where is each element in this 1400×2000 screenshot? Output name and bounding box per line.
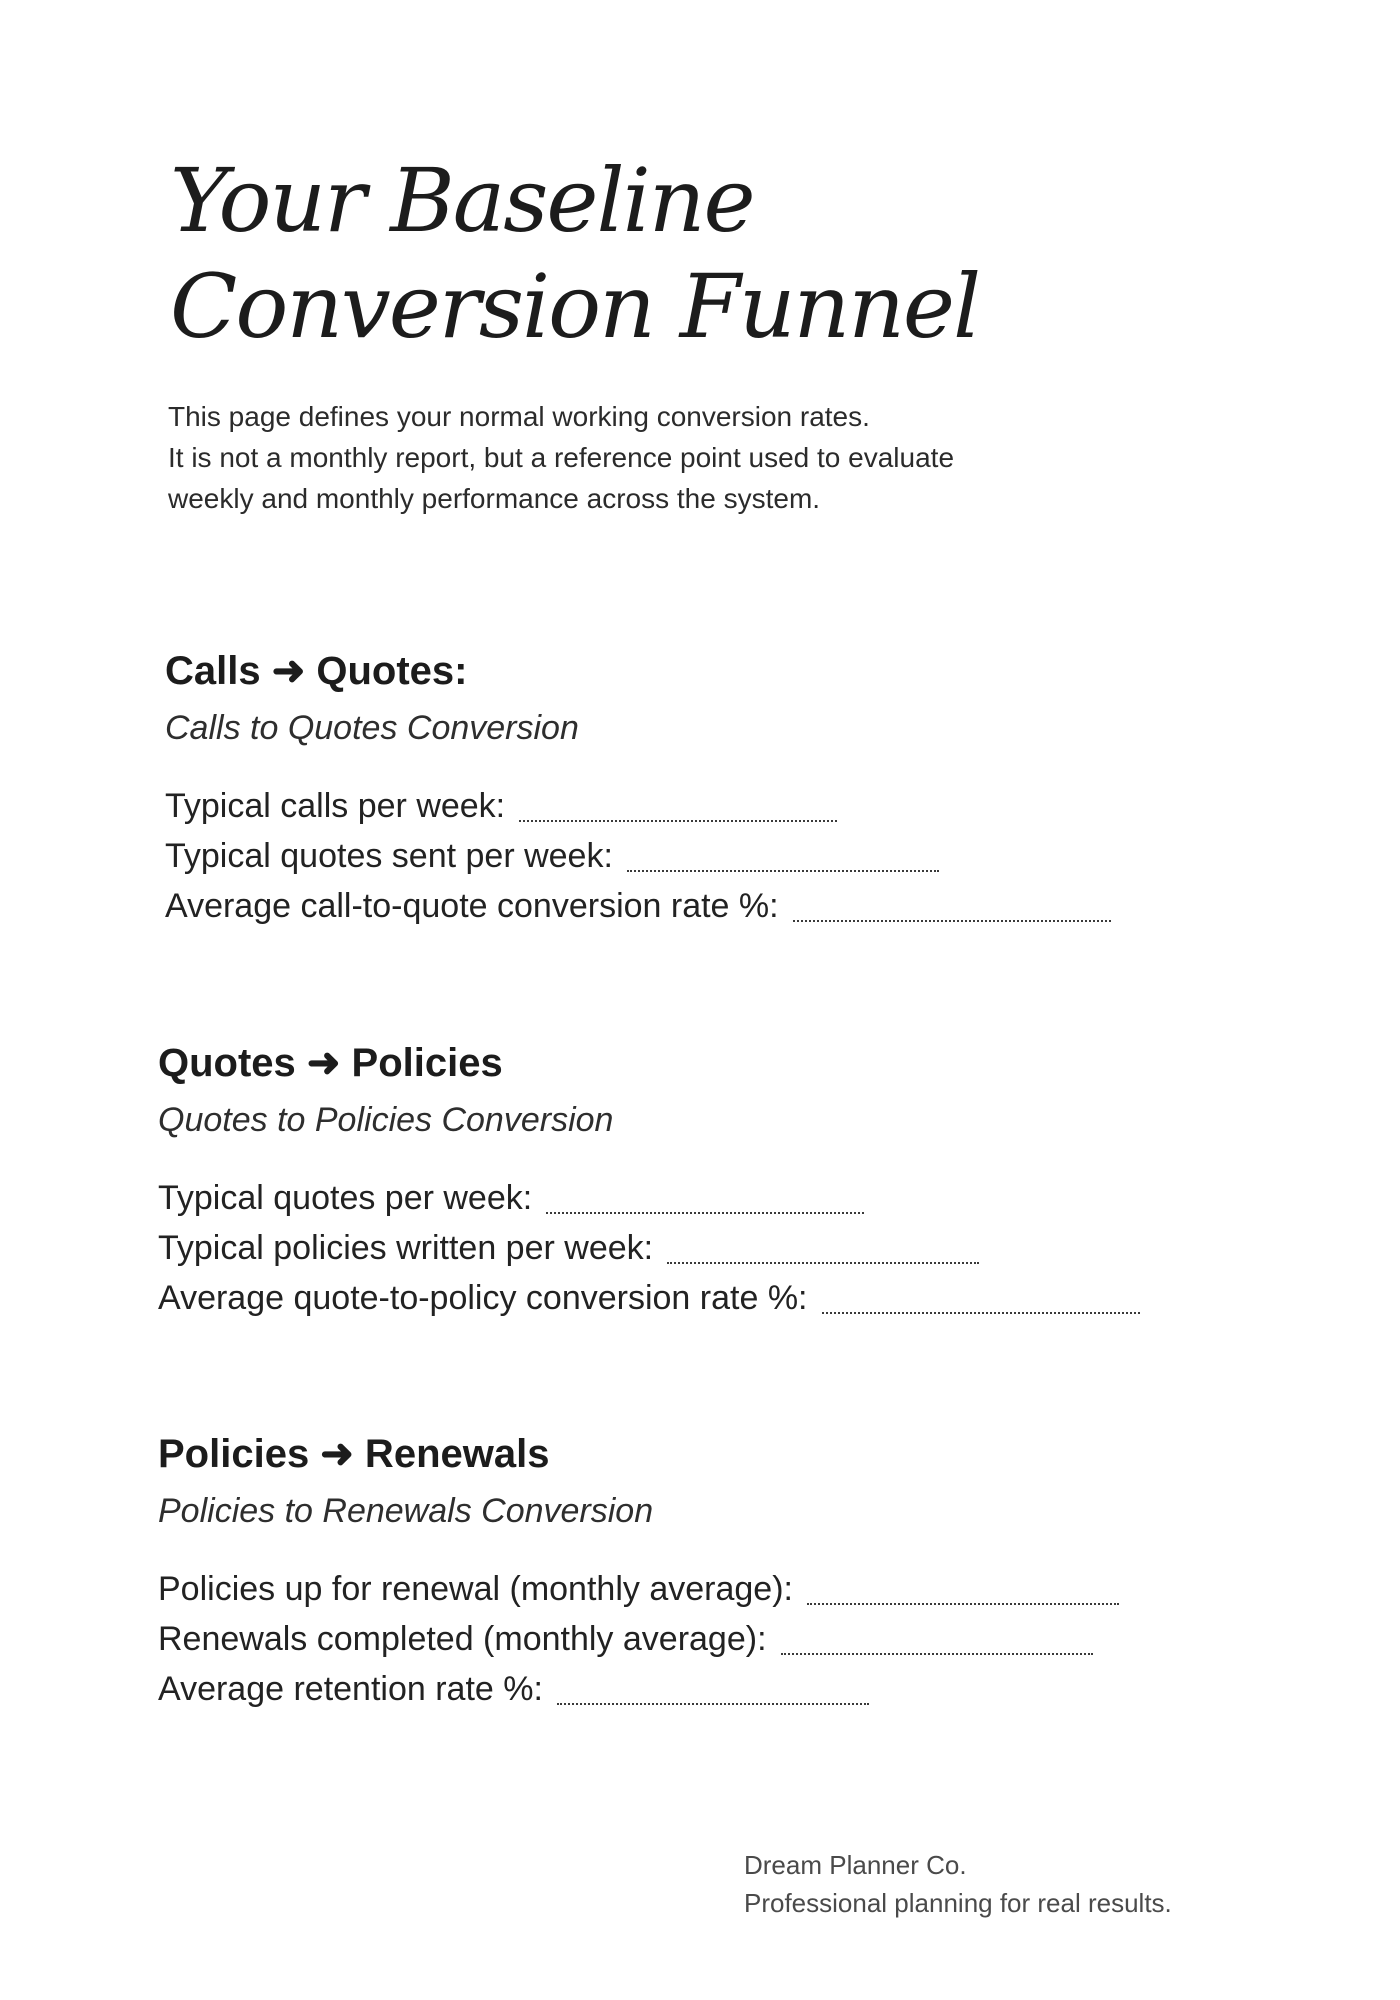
fill-in-line[interactable] bbox=[781, 1653, 1093, 1655]
fill-in-line[interactable] bbox=[807, 1603, 1119, 1605]
fill-in-line[interactable] bbox=[557, 1703, 869, 1705]
fill-in-line[interactable] bbox=[627, 870, 939, 872]
field-label: Average quote-to-policy conversion rate %: bbox=[158, 1279, 808, 1317]
title-line-2: Conversion Funnel bbox=[170, 255, 980, 358]
section-quotes-to-policies bbox=[158, 1037, 1258, 1323]
field-list bbox=[158, 1564, 1258, 1714]
title-line-1: Your Baseline bbox=[170, 149, 754, 252]
field-renewals-completed bbox=[158, 1614, 1258, 1664]
fill-in-line[interactable] bbox=[793, 920, 1111, 922]
fill-in-line[interactable] bbox=[546, 1212, 864, 1214]
intro-line-2: It is not a monthly report, but a reference point used to evaluate bbox=[168, 442, 955, 473]
footer-company: Dream Planner Co. bbox=[744, 1850, 967, 1880]
section-subtitle: Quotes to Policies Conversion bbox=[158, 1101, 614, 1139]
intro-paragraph bbox=[168, 396, 1168, 519]
field-list bbox=[165, 781, 1265, 931]
field-list bbox=[158, 1173, 1258, 1323]
intro-line-3: weekly and monthly performance across the system. bbox=[168, 483, 821, 514]
field-typical-quotes-per-week bbox=[158, 1173, 1258, 1223]
fill-in-line[interactable] bbox=[822, 1312, 1140, 1314]
fill-in-line[interactable] bbox=[519, 820, 837, 822]
field-label: Renewals completed (monthly average): bbox=[158, 1620, 767, 1658]
field-label: Average call-to-quote conversion rate %: bbox=[165, 887, 779, 925]
field-quote-to-policy-rate bbox=[158, 1273, 1258, 1323]
section-subtitle: Policies to Renewals Conversion bbox=[158, 1492, 654, 1530]
field-average-retention-rate bbox=[158, 1664, 1258, 1714]
section-calls-to-quotes bbox=[165, 645, 1265, 931]
field-label: Policies up for renewal (monthly average): bbox=[158, 1570, 793, 1608]
field-typical-policies-written-per-week bbox=[158, 1223, 1258, 1273]
intro-line-1: This page defines your normal working conversion rates. bbox=[168, 401, 870, 432]
section-subtitle: Calls to Quotes Conversion bbox=[165, 709, 579, 747]
field-label: Typical quotes sent per week: bbox=[165, 837, 613, 875]
field-typical-quotes-sent-per-week bbox=[165, 831, 1265, 881]
fill-in-line[interactable] bbox=[667, 1262, 979, 1264]
field-label: Average retention rate %: bbox=[158, 1670, 543, 1708]
field-call-to-quote-rate bbox=[165, 881, 1265, 931]
field-typical-calls-per-week bbox=[165, 781, 1265, 831]
section-heading: Quotes ➜ Policies bbox=[158, 1041, 503, 1085]
footer-tagline: Professional planning for real results. bbox=[744, 1888, 1172, 1918]
field-label: Typical policies written per week: bbox=[158, 1229, 654, 1267]
footer bbox=[744, 1846, 1172, 1922]
section-heading: Calls ➜ Quotes: bbox=[165, 649, 468, 693]
section-policies-to-renewals bbox=[158, 1428, 1258, 1714]
section-heading: Policies ➜ Renewals bbox=[158, 1432, 550, 1476]
field-label: Typical quotes per week: bbox=[158, 1179, 533, 1217]
field-policies-up-for-renewal bbox=[158, 1564, 1258, 1614]
page-title bbox=[170, 148, 979, 360]
field-label: Typical calls per week: bbox=[165, 787, 506, 825]
